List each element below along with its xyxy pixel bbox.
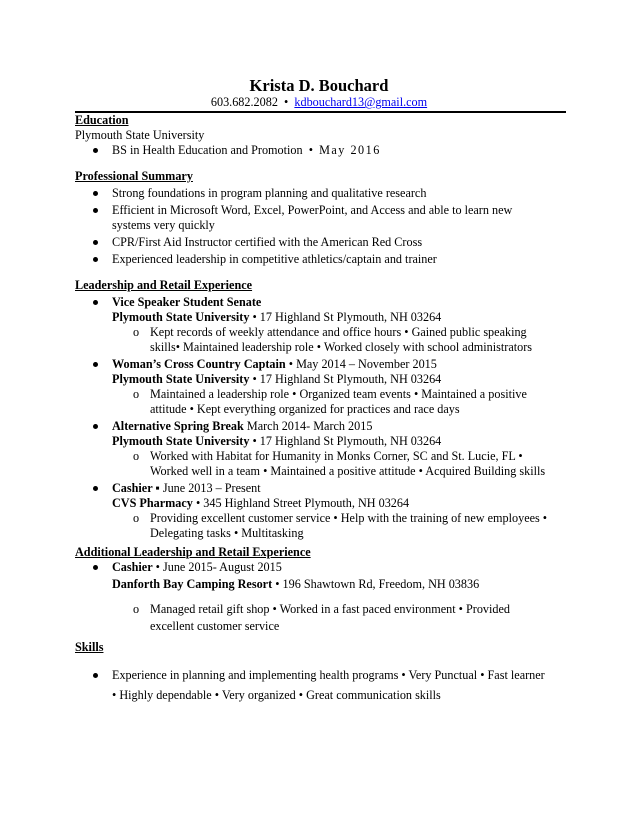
job-detail-text: attitude • Kept everything organized for practices and race days — [150, 402, 460, 416]
job-detail — [75, 325, 570, 340]
summary-heading: Professional Summary — [75, 169, 193, 183]
list-item-text: Strong foundations in program planning and qualitative research — [112, 186, 427, 200]
degree-item: BS in Health Education and Promotion • May 2016 — [75, 143, 570, 158]
skills-heading: Skills — [75, 640, 104, 654]
education-section — [75, 113, 570, 158]
job-title: Vice Speaker Student Senate — [112, 295, 262, 309]
list-item-text: Efficient in Microsoft Word, Excel, PowerPoint, and Access and able to learn new — [112, 203, 513, 217]
job-detail — [75, 511, 570, 526]
list-item-text: Experienced leadership in competitive athletics/captain and trainer — [112, 252, 437, 266]
bullet-icon — [93, 424, 98, 429]
skills-item — [75, 668, 570, 683]
job-detail — [75, 387, 570, 402]
job-title: Woman’s Cross Country Captain — [112, 357, 286, 371]
job-org-row — [75, 372, 570, 387]
job-detail — [75, 602, 570, 617]
job-org: Danforth Bay Camping Resort — [112, 577, 273, 591]
leadership-section — [75, 278, 570, 541]
contact-separator: • — [284, 95, 289, 109]
skills-text: • Highly dependable • Very organized • Great communication skills — [112, 688, 441, 702]
job-location: • 17 Highland St Plymouth, NH 03264 — [252, 372, 442, 386]
additional-section — [75, 545, 570, 634]
bullet-icon — [93, 673, 98, 678]
circle-bullet-icon: o — [133, 602, 140, 616]
list-item — [75, 235, 570, 250]
education-heading: Education — [75, 113, 129, 127]
job-detail-text: Worked well in a team • Maintained a positive attitude • Acquired Building skills — [150, 464, 546, 478]
job-title-row — [75, 419, 570, 434]
bullet-icon — [93, 148, 98, 153]
job-title: Alternative Spring Break — [112, 419, 244, 433]
job-detail — [75, 449, 570, 464]
candidate-name: Krista D. Bouchard — [249, 76, 389, 95]
bullet-icon — [93, 208, 98, 213]
job-detail-text: Kept records of weekly attendance and office hours • Gained public speaking — [150, 325, 527, 339]
list-item-text: CPR/First Aid Instructor certified with the American Red Cross — [112, 235, 423, 249]
job-detail-text: skills• Maintained leadership role • Worked closely with school administrators — [150, 340, 533, 354]
bullet-icon — [93, 300, 98, 305]
job-detail — [75, 526, 570, 541]
job-detail-text: Worked with Habitat for Humanity in Monks Corner, SC and St. Lucie, FL • — [150, 449, 523, 463]
job-title-row — [75, 295, 570, 310]
summary-section — [75, 169, 570, 267]
circle-bullet-icon: o — [133, 511, 140, 525]
job-location: • 345 Highland Street Plymouth, NH 03264 — [195, 496, 410, 510]
job-detail-text: Providing excellent customer service • Help with the training of new employees • — [150, 511, 548, 525]
list-item — [75, 186, 570, 201]
bullet-icon — [93, 240, 98, 245]
job-location: • 196 Shawtown Rd, Freedom, NH 03836 — [275, 577, 480, 591]
bullet-icon — [93, 486, 98, 491]
skills-section — [75, 640, 570, 703]
bullet-icon — [93, 257, 98, 262]
job-detail-text: excellent customer service — [150, 619, 280, 633]
contact-line — [0, 95, 638, 110]
circle-bullet-icon: o — [133, 449, 140, 463]
job-location: • 17 Highland St Plymouth, NH 03264 — [252, 434, 442, 448]
job-detail-text: Delegating tasks • Multitasking — [150, 526, 304, 540]
circle-bullet-icon: o — [133, 325, 140, 339]
skills-item-continuation — [75, 688, 570, 703]
circle-bullet-icon: o — [133, 387, 140, 401]
list-item — [75, 252, 570, 267]
job-org-row — [75, 577, 570, 592]
job-org-row — [75, 434, 570, 449]
job-org: Plymouth State University — [112, 310, 250, 324]
bullet-icon — [93, 191, 98, 196]
job-org-row — [75, 310, 570, 325]
list-item — [75, 203, 570, 218]
phone-number: 603.682.2082 — [210, 95, 278, 109]
leadership-heading: Leadership and Retail Experience — [75, 278, 253, 292]
job-org: CVS Pharmacy — [112, 496, 193, 510]
job-detail — [75, 619, 570, 634]
job-detail-text: Maintained a leadership role • Organized team events • Maintained a positive — [150, 387, 527, 401]
job-dates: • June 2015- August 2015 — [155, 560, 282, 574]
list-item-continuation — [75, 218, 570, 233]
job-title-row — [75, 560, 570, 575]
additional-heading: Additional Leadership and Retail Experience — [75, 545, 311, 559]
job-detail — [75, 340, 570, 355]
job-dates: March 2014- March 2015 — [246, 419, 373, 433]
job-org: Plymouth State University — [112, 372, 250, 386]
job-dates: June 2013 – Present — [162, 481, 261, 495]
school-name: Plymouth State University — [75, 128, 205, 142]
job-detail-text: Managed retail gift shop • Worked in a fast paced environment • Provided — [150, 602, 510, 616]
job-title: Cashier ▪ — [112, 481, 160, 495]
degree-date: May 2016 — [319, 143, 381, 157]
job-title-row — [75, 357, 570, 372]
bullet-icon — [93, 362, 98, 367]
degree-text: BS in Health Education and Promotion — [112, 143, 303, 157]
job-title: Cashier — [112, 560, 153, 574]
bullet-icon — [93, 565, 98, 570]
job-location: • 17 Highland St Plymouth, NH 03264 — [252, 310, 442, 324]
job-org-row — [75, 496, 570, 511]
skills-text: Experience in planning and implementing health programs • Very Punctual • Fast learner — [112, 668, 545, 682]
list-item-text: systems very quickly — [112, 218, 215, 232]
job-org: Plymouth State University — [112, 434, 250, 448]
job-title-row — [75, 481, 570, 496]
job-detail — [75, 464, 570, 479]
job-dates: • May 2014 – November 2015 — [288, 357, 437, 371]
email-link[interactable]: kdbouchard13@gmail.com — [294, 95, 428, 109]
job-detail — [75, 402, 570, 417]
